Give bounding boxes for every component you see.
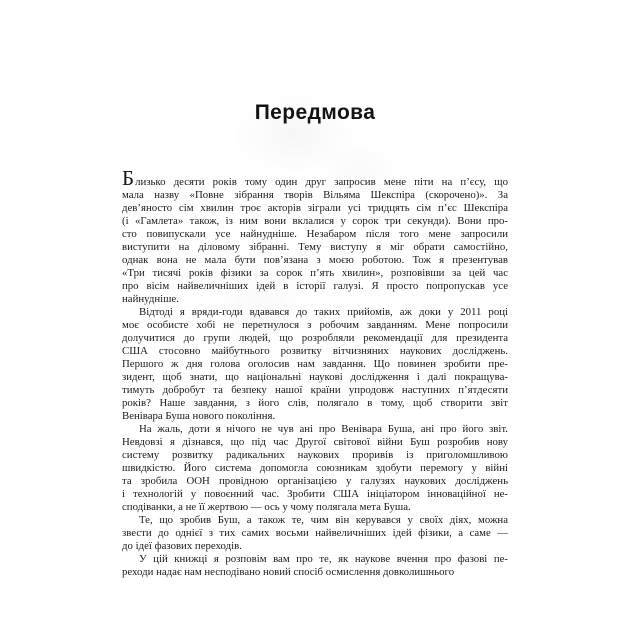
body-line: дев’яносто сім хвилин троє акторів зіграли усі тридцять сім п’єс Шекспіра	[122, 202, 508, 214]
paragraph	[122, 423, 508, 514]
body-line: найнудніше.	[122, 293, 179, 305]
body-line: виступити на діловому зібранні. Тему виступу я міг обрати самостійно,	[122, 241, 508, 253]
body-line: Невдовзі я дізнався, що під час Другої світової війни Буш розробив нову	[122, 436, 508, 448]
body-line: швидкістю. Його система допомогла союзникам здобути перемогу у війні	[122, 462, 508, 474]
body-line: У цій книжці я розповім вам про те, як наукове вчення про фазові пе-	[139, 553, 508, 565]
body-line: тимуть добробут та безпеку нашої країни упродовж наступних п’ятдесяти	[122, 384, 508, 396]
body-line: Венівара Буша нового покоління.	[122, 410, 276, 422]
body-line: «Три тисячі років фізики за сорок п’ять хвилин», розповівши за цей час	[122, 267, 508, 279]
body-line: Першого ж дня голова оголосив нам завдання. Що повинен зробити пре-	[122, 358, 508, 370]
body-line: долучитися до групи людей, що розробляли рекомендації для президента	[122, 332, 508, 344]
paragraph	[122, 306, 508, 423]
body-text	[122, 166, 508, 579]
paragraph	[122, 514, 508, 553]
body-line: зидент, щоб знати, що національні наукові дослідження і далі покращува-	[122, 371, 508, 383]
paragraph	[122, 553, 508, 579]
body-line: На жаль, доти я нічого не чув ані про Венівара Буша, ані про його звіт.	[139, 423, 508, 435]
body-line: реходи надає нам несподівано новий спосіб осмислення довколишнього	[122, 566, 455, 578]
drop-cap-initial: Б	[122, 166, 135, 190]
body-line: мала назву «Повне зібрання творів Вільяма Шекспіра (скорочено)». За	[122, 189, 508, 201]
body-line: про вісім найвеличніших ідей в історії галузі. Я просто попропускав усе	[122, 280, 508, 292]
body-line: звести до однієї з тих самих восьми найвеличніших ідей фізики, а саме —	[122, 527, 508, 539]
body-line: (і «Гамлета» також, із ним вони вклалися у сорок три секунди). Вони про-	[122, 215, 508, 227]
body-line: років? Наше завдання, з його слів, полягало в тому, щоб створити звіт	[122, 397, 508, 409]
body-line: сподіванки, а не її жертвою — ось у чому полягала мета Буша.	[122, 501, 411, 513]
body-line: Близько десяти років тому один друг запросив мене піти на п’єсу, що	[122, 166, 508, 190]
body-line: моє особисте хобі не перетнулося з робочим завданням. Мене попросили	[122, 319, 508, 331]
body-line: і технологій у повоєнний час. Зробити США ініціатором інноваційної не-	[122, 488, 508, 500]
body-line: сто повипускали усе найнудніше. Незабаром після того мене запросили	[122, 228, 508, 240]
body-line: США стосовно майбутнього розвитку вітчизняних наукових досліджень.	[122, 345, 508, 357]
body-line: до ідеї фазових переходів.	[122, 540, 242, 552]
body-line: Відтоді я вряди-годи вдавався до таких прийомів, аж доки у 2011 році	[139, 306, 508, 318]
paragraph	[122, 166, 508, 306]
body-line: систему розвитку радикальних наукових проривів із приголомшливою	[122, 449, 508, 461]
body-line: однак вона не мала бути пов’язана з моєю роботою. Тож я презентував	[122, 254, 508, 266]
chapter-title: Передмова	[254, 101, 376, 124]
body-line: та зробила ООН провідною організацією у галузях наукових досліджень	[122, 475, 508, 487]
body-line: Те, що зробив Буш, а також те, чим він керувався у своїх діях, можна	[139, 514, 508, 526]
